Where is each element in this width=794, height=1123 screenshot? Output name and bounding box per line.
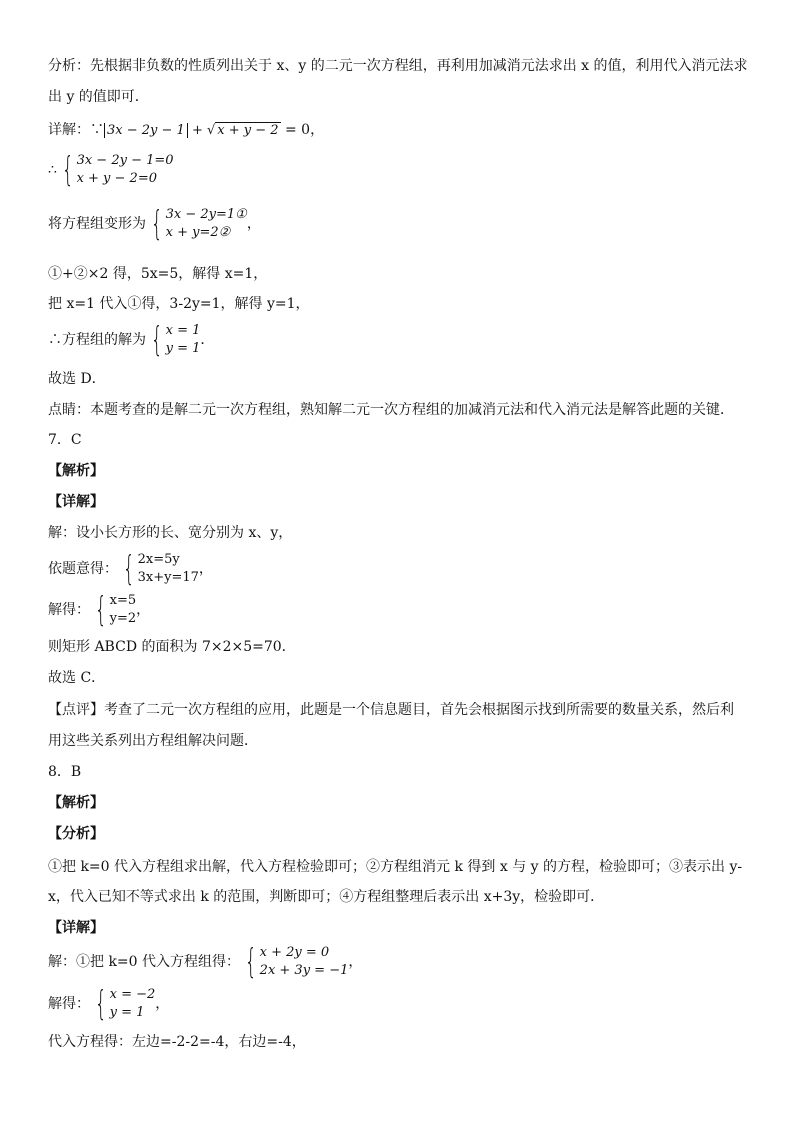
system-label: 解：①把 k=0 代入方程组得： (48, 954, 241, 970)
brace-icon: { (150, 204, 163, 244)
system-3 (48, 551, 213, 587)
equation: 2x + 3y = −1 (259, 963, 349, 978)
brace-icon: { (150, 320, 163, 360)
brace-icon: { (94, 984, 107, 1024)
therefore-symbol: ∴ (48, 162, 57, 178)
equation: x=5 (109, 593, 137, 608)
equation: y = 1 (165, 341, 201, 356)
sqrt-expression: x + y − 2 (217, 123, 279, 138)
brace-icon: { (244, 942, 257, 982)
solution-step-1: ①+②×2 得，5x=5，解得 x=1， (48, 266, 268, 282)
equation: x + y − 2=0 (76, 171, 157, 186)
system-5 (48, 944, 362, 980)
solution-step-2: 把 x=1 代入①得，3-2y=1，解得 y=1， (48, 296, 310, 312)
punctuation: ， (348, 954, 363, 970)
plus-sqrt-sign: + √ (187, 123, 216, 138)
analysis-line-1: ①把 k=0 代入方程组求出解，代入方程检验即可；②方程组消元 k 得到 x 与 y 的方程，检验即可；③表示出 y- (48, 859, 743, 875)
detail-label: 详解：∵ (48, 122, 104, 138)
solution-label: ∴方程组的解为 (48, 332, 146, 348)
system-1 (48, 152, 174, 188)
equation: 3x − 2y − 1=0 (76, 153, 174, 168)
analysis-line-2: 出 y 的值即可． (48, 89, 149, 105)
brace-icon: { (94, 590, 107, 630)
system-label: 解得： (48, 996, 90, 1012)
equation: y = 1 (109, 1005, 145, 1020)
equation: x + y=2② (165, 225, 231, 240)
system-solution (48, 322, 214, 358)
brace-icon: { (61, 150, 74, 190)
answer-line: 故选 C． (48, 670, 106, 686)
area-result: 则矩形 ABCD 的面积为 7×2×5=70． (48, 639, 296, 655)
brace-icon: { (122, 549, 135, 589)
system-4 (48, 592, 150, 628)
review-line-1: 【点评】考查了二元一次方程组的应用，此题是一个信息题目，首先会根据图示找到所需要的数量关系，然后利 (48, 702, 734, 718)
punctuation: ， (136, 602, 151, 618)
question-8-answer: 8．B (48, 764, 82, 780)
punctuation: ， (246, 216, 261, 232)
equation: 2x=5y (137, 552, 180, 567)
analysis-line-2: x，代入已知不等式求出 k 的范围，判断即可；④方程组整理后表示出 x+3y，检验即可． (48, 889, 605, 905)
detail-absolute-equation (48, 120, 324, 141)
equals-zero: = 0， (280, 122, 325, 138)
system-label: 将方程组变形为 (48, 216, 146, 232)
equation: x = 1 (165, 323, 201, 338)
equation: x = −2 (109, 987, 156, 1002)
system-label: 解得： (48, 602, 90, 618)
review-line-2: 用这些关系列出方程组解决问题． (48, 733, 258, 749)
system-label: 依题意得： (48, 561, 118, 577)
answer-line: 故选 D． (48, 371, 106, 387)
analysis-line-1: 分析：先根据非负数的性质列出关于 x、y 的二元一次方程组，再利用加减消元法求出 x 的值，利用代入消元法求 (48, 58, 748, 74)
punctuation: ． (200, 332, 215, 348)
equation: x + 2y = 0 (259, 945, 330, 960)
equation: 3x+y=17 (137, 570, 199, 585)
section-heading: 【解析】 (48, 463, 104, 479)
section-heading: 【解析】 (48, 795, 104, 811)
equation: y=2 (109, 611, 137, 626)
system-6 (48, 986, 169, 1022)
section-heading: 【分析】 (48, 826, 104, 842)
punctuation: ， (198, 561, 213, 577)
section-heading: 【详解】 (48, 920, 104, 936)
equation: 3x − 2y=1① (165, 207, 247, 222)
absolute-value-expression: 3x − 2y − 1 (104, 123, 188, 138)
verification-line: 代入方程得：左边=-2-2=-4，右边=-4， (48, 1034, 306, 1050)
solution-intro: 解：设小长方形的长、宽分别为 x、y， (48, 525, 293, 541)
section-heading: 【详解】 (48, 494, 104, 510)
system-2 (48, 206, 261, 242)
comment-line: 点睛：本题考查的是解二元一次方程组，熟知解二元一次方程组的加减消元法和代入消元法是解答此题的关键． (48, 402, 734, 418)
question-7-answer: 7．C (48, 432, 82, 448)
punctuation: ， (155, 996, 170, 1012)
